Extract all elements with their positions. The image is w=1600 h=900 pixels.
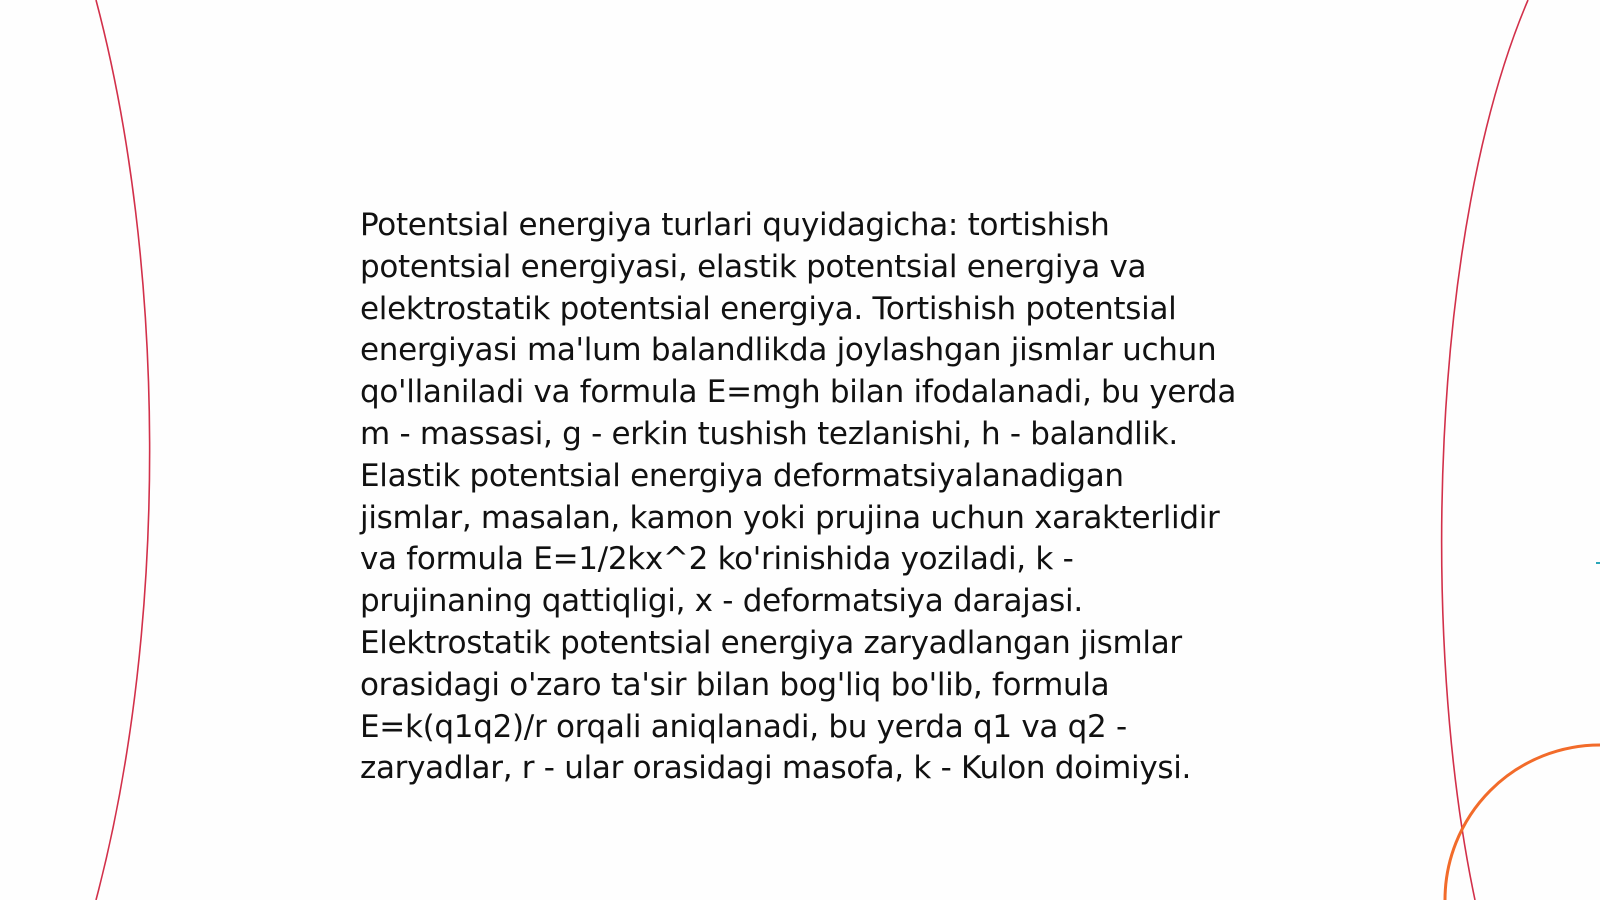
right-red-curve (1442, 0, 1528, 900)
body-paragraph: Potentsial energiya turlari quyidagicha: tortishish potentsial energiyasi, elastik potentsial energiya va elektrostatik potentsial energiya. Tortishish potentsial energiyasi ma'lum balandlikda joylashgan jismlar uchun qo'llaniladi va formula E=mgh bilan ifodalanadi, bu yerda m - massasi, g - erkin tushish tezlanishi, h - balandlik. Elastik potentsial energiya deformatsiyalanadigan jismlar, masalan, kamon yoki prujina uchun xarakterlidir va formula E=1/2kx^2 ko'rinishida yoziladi, k - prujinaning qattiqligi, x - deformatsiya darajasi. Elektrostatik potentsial energiya zaryadlangan jismlar orasidagi o'zaro ta'sir bilan bog'liq bo'lib, formula E=k(q1q2)/r orqali aniqlanadi, bu yerda q1 va q2 - zaryadlar, r - ular orasidagi masofa, k - Kulon doimiysi. (360, 207, 1237, 787)
orange-circle-arc (1445, 745, 1600, 900)
left-red-curve (96, 0, 150, 900)
